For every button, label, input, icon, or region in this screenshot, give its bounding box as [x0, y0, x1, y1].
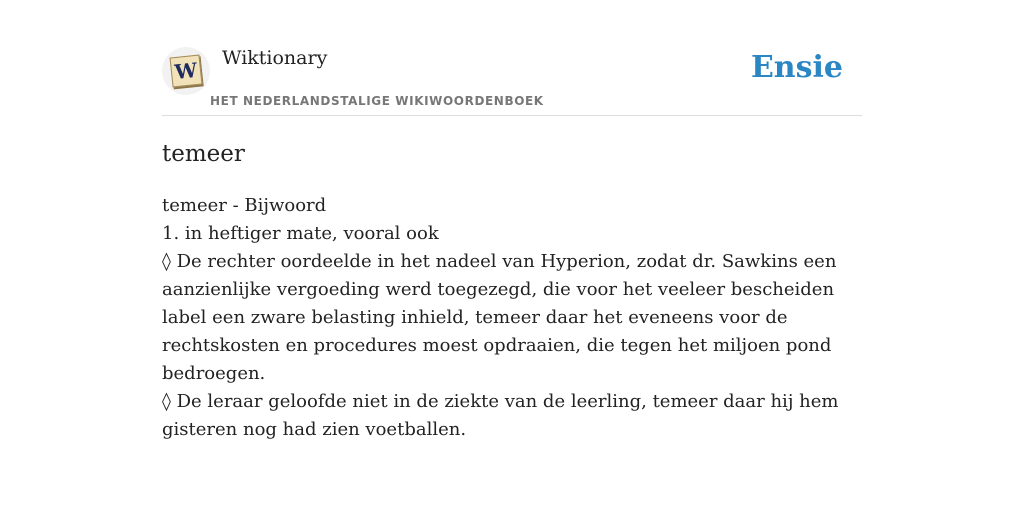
article-content	[162, 138, 862, 444]
ensie-brand-link[interactable]: Ensie	[750, 50, 843, 85]
site-header	[162, 44, 862, 116]
part-of-speech-line: temeer - Bijwoord	[162, 195, 327, 216]
wiktionary-logo-icon[interactable]	[162, 47, 210, 95]
example-sentence: ◊ De rechter oordeelde in het nadeel van Hyperion, zodat dr. Sawkins een aanzienlijke vergoeding werd toegezegd, die voor het veeleer bescheiden label een zware belasting inhield, temeer daar het eveneens voor de rechtskosten en procedures moest opdraaien, die tegen het miljoen pond bedroegen.	[162, 251, 837, 384]
definition-entry	[162, 192, 862, 444]
site-tagline: HET NEDERLANDSTALIGE WIKIWOORDENBOEK	[210, 94, 544, 108]
example-sentence: ◊ De leraar geloofde niet in de ziekte van de leerling, temeer daar hij hem gisteren nog had zien voetballen.	[162, 391, 839, 440]
definition-text: 1. in heftiger mate, vooral ook	[162, 223, 439, 244]
site-title[interactable]: Wiktionary	[222, 47, 328, 69]
page-title: temeer	[162, 141, 245, 167]
logo-tile	[170, 55, 203, 88]
logo-letter: W	[173, 57, 199, 85]
